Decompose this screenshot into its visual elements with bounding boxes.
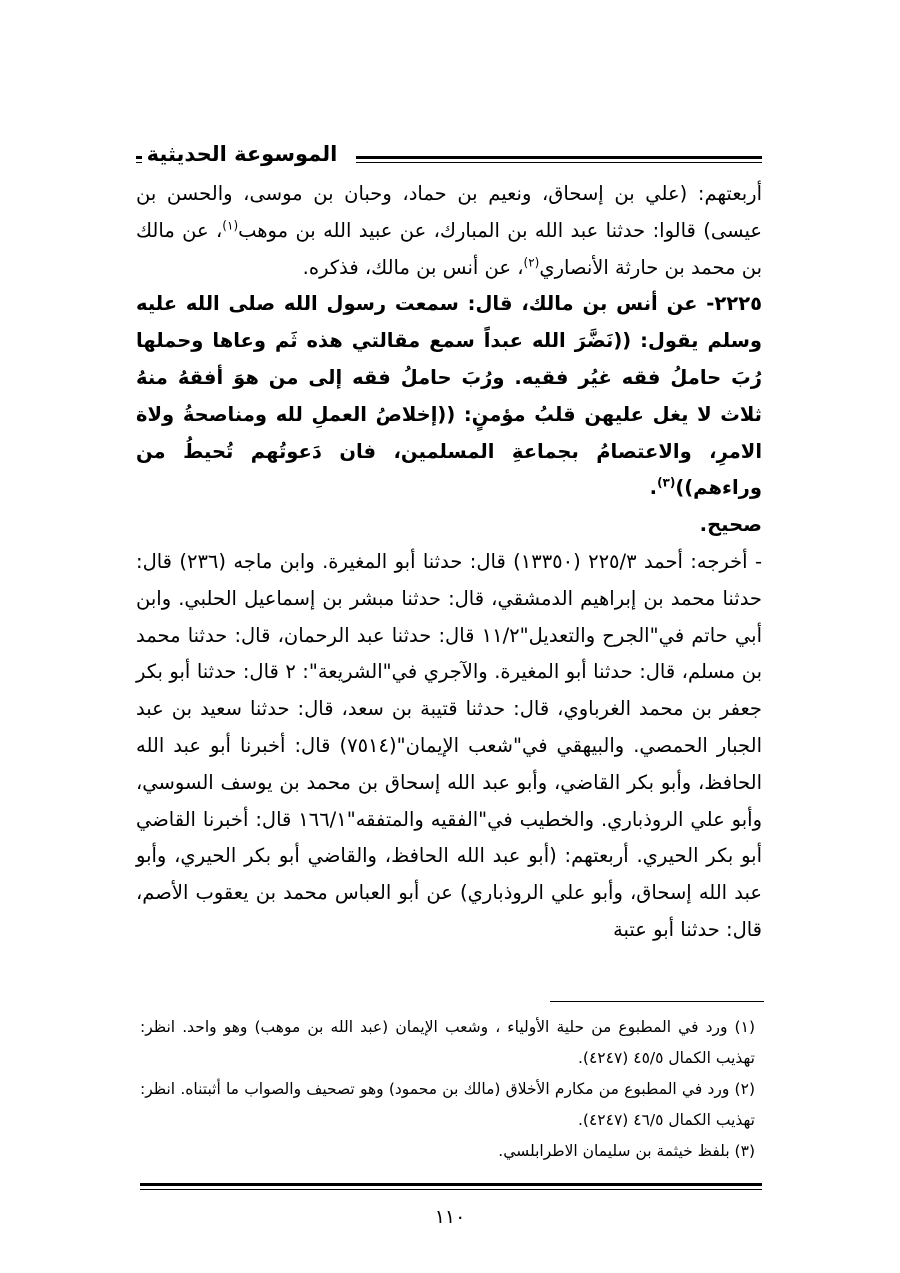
page-number: ١١٠ (434, 1206, 466, 1228)
footnote: (٢) ورد في المطبوع من مكارم الأخلاق (مالك بن محمود) وهو تصحيف والصواب ما أثبتناه. انظر: تهذيب الكمال ٤٦/٥ (٤٢٤٧). (140, 1080, 755, 1129)
footnote-separator (550, 1001, 764, 1002)
hadith-paragraph: ٢٢٢٥- عن أنس بن مالك، قال: سمعت رسول الله صلى الله عليه وسلم يقول: ((نَضَّرَ الله عبداً سمع مقالتي هذه ثَم وعاها وحملها رُبَ حاملُ فقه غيُر فقيه. ورُبَ حاملُ فقه إلى من هوَ أفقهُ منهُ ثلاث لا يغل عليهن قلبُ مؤمنٍ: ((إخلاصُ العملِ لله ومناصحةُ ولاة الامرِ، والاعتصامُ بجماعةِ المسلمين، فان دَعوتُهم تُحيطُ من وراءهم))$^{(٣)}$. (136, 292, 762, 500)
page-title: الموسوعة الحديثية (142, 142, 342, 166)
footnotes (140, 1012, 755, 1167)
footer-rule (140, 1183, 762, 1190)
footnote: (٣) بلفظ خيثمة بن سليمان الاطرابلسي. (498, 1142, 755, 1160)
footnote-ref: (١) (222, 218, 239, 233)
takhrij-paragraph: - أخرجه: أحمد ٢٢٥/٣ (١٣٣٥٠) قال: حدثنا أبو المغيرة. وابن ماجه (٢٣٦) قال: حدثنا محمد بن إبراهيم الدمشقي، قال: حدثنا مبشر بن إسماعيل الحلبي. وابن أبي حاتم في"الجرح والتعديل"١١/٢ قال: حدثنا عبد الرحمان، قال: حدثنا محمد بن مسلم، قال: حدثنا أبو المغيرة. والآجري في"الشريعة": ٢ قال: حدثنا أبو بكر جعفر بن محمد الغرباوي، قال: حدثنا قتيبة بن سعد، قال: حدثنا سعيد بن عبد الجبار الحمصي. والبيهقي في"شعب الإيمان"(٧٥١٤) قال: أخبرنا أبو عبد الله الحافظ، وأبو بكر القاضي، وأبو عبد الله إسحاق بن محمد بن يوسف السوسي، وأبو علي الروذباري. والخطيب في"الفقيه والمتفقه"١٦٦/١ قال: أخبرنا القاضي أبو بكر الحيري. أربعتهم: (أبو عبد الله الحافظ، والقاضي أبو بكر الحيري، وأبو عبد الله إسحاق، وأبو علي الروذباري) عن أبو العباس محمد بن يعقوب الأصم، قال: حدثنا أبو عتبة (136, 549, 763, 941)
footnote-ref: (٣) (657, 475, 676, 490)
running-header (136, 138, 762, 178)
main-text (136, 176, 762, 949)
isnad-paragraph: أربعتهم: (علي بن إسحاق، ونعيم بن حماد، وحبان بن موسى، والحسن بن عيسى) قالوا: حدثنا عبد الله بن المبارك، عن عبيد الله بن موهب$^{(١)}$، عن مالك بن محمد بن حارثة الأنصاري$^{(٢)}$، عن أنس بن مالك، فذكره. (136, 182, 762, 279)
verdict: صحيح. (699, 513, 762, 537)
footnote-ref: (٢) (523, 255, 540, 270)
footnote: (١) ورد في المطبوع من حلية الأولياء ، وشعب الإيمان (عبد الله بن موهب) وهو واحد. انظر: تهذيب الكمال ٤٥/٥ (٤٢٤٧). (140, 1018, 755, 1067)
header-rule (356, 156, 762, 163)
